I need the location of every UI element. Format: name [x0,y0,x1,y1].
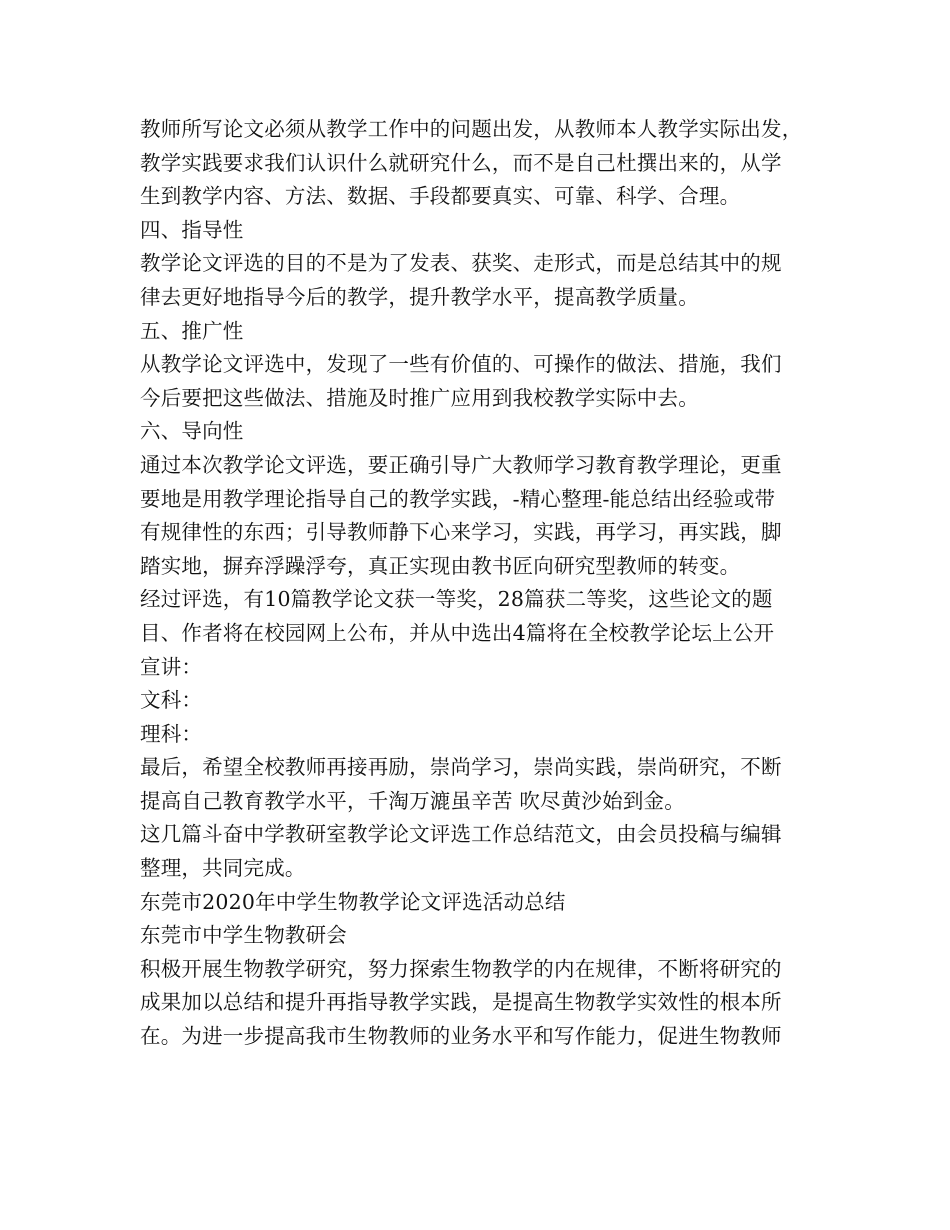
text-line: 目、作者将在校园网上公布，并从中选出4篇将在全校教学论坛上公开 [140,620,775,645]
text-line: 理科： [140,721,203,746]
text-line: 教学论文评选的目的不是为了发表、获奖、走形式，而是总结其中的规 [140,251,782,276]
text-line: 提高自己教育教学水平，千淘万漉虽辛苦 吹尽黄沙始到金。 [140,788,685,813]
text-line: 积极开展生物教学研究，努力探索生物教学的内在规律，不断将研究的 [140,956,782,981]
section-heading: 四、指导性 [140,217,244,242]
section-heading: 五、推广性 [140,318,244,343]
text-line: 整理，共同完成。 [140,856,306,881]
document-page [140,113,820,1054]
text-line: 要地是用教学理论指导自己的教学实践，-精心整理-能总结出经验或带 [140,486,776,511]
text-line: 宣讲： [140,654,203,679]
text-line: 从教学论文评选中，发现了一些有价值的、可操作的做法、措施，我们 [140,352,782,377]
text-line: 文科： [140,688,203,713]
document-title: 东莞市2020年中学生物教学论文评选活动总结 [140,889,566,914]
text-line: 今后要把这些做法、措施及时推广应用到我校教学实际中去。 [140,385,699,410]
section-heading: 六、导向性 [140,419,244,444]
text-line: 生到教学内容、方法、数据、手段都要真实、可靠、科学、合理。 [140,184,741,209]
document-author: 东莞市中学生物教研会 [140,923,347,948]
text-line: 律去更好地指导今后的教学，提升教学水平，提高教学质量。 [140,284,699,309]
text-line: 在。为进一步提高我市生物教师的业务水平和写作能力，促进生物教师 [140,1024,782,1049]
text-line: 这几篇斗奋中学教研室教学论文评选工作总结范文，由会员投稿与编辑 [140,822,782,847]
text-line: 经过评选，有10篇教学论文获一等奖，28篇获二等奖，这些论文的题 [140,587,773,612]
text-line: 教学实践要求我们认识什么就研究什么，而不是自己杜撰出来的，从学 [140,150,782,175]
text-line: 踏实地，摒弃浮躁浮夸，真正实现由教书匠向研究型教师的转变。 [140,553,741,578]
text-line: 成果加以总结和提升再指导教学实践，是提高生物教学实效性的根本所 [140,990,782,1015]
text-line: 通过本次教学论文评选，要正确引导广大教师学习教育教学理论，更重 [140,452,782,477]
text-line: 最后，希望全校教师再接再励，崇尚学习，崇尚实践，崇尚研究，不断 [140,755,782,780]
text-line: 教师所写论文必须从教学工作中的问题出发，从教师本人教学实际出发， [140,117,803,141]
text-line: 有规律性的东西；引导教师静下心来学习，实践，再学习，再实践，脚 [140,520,782,545]
